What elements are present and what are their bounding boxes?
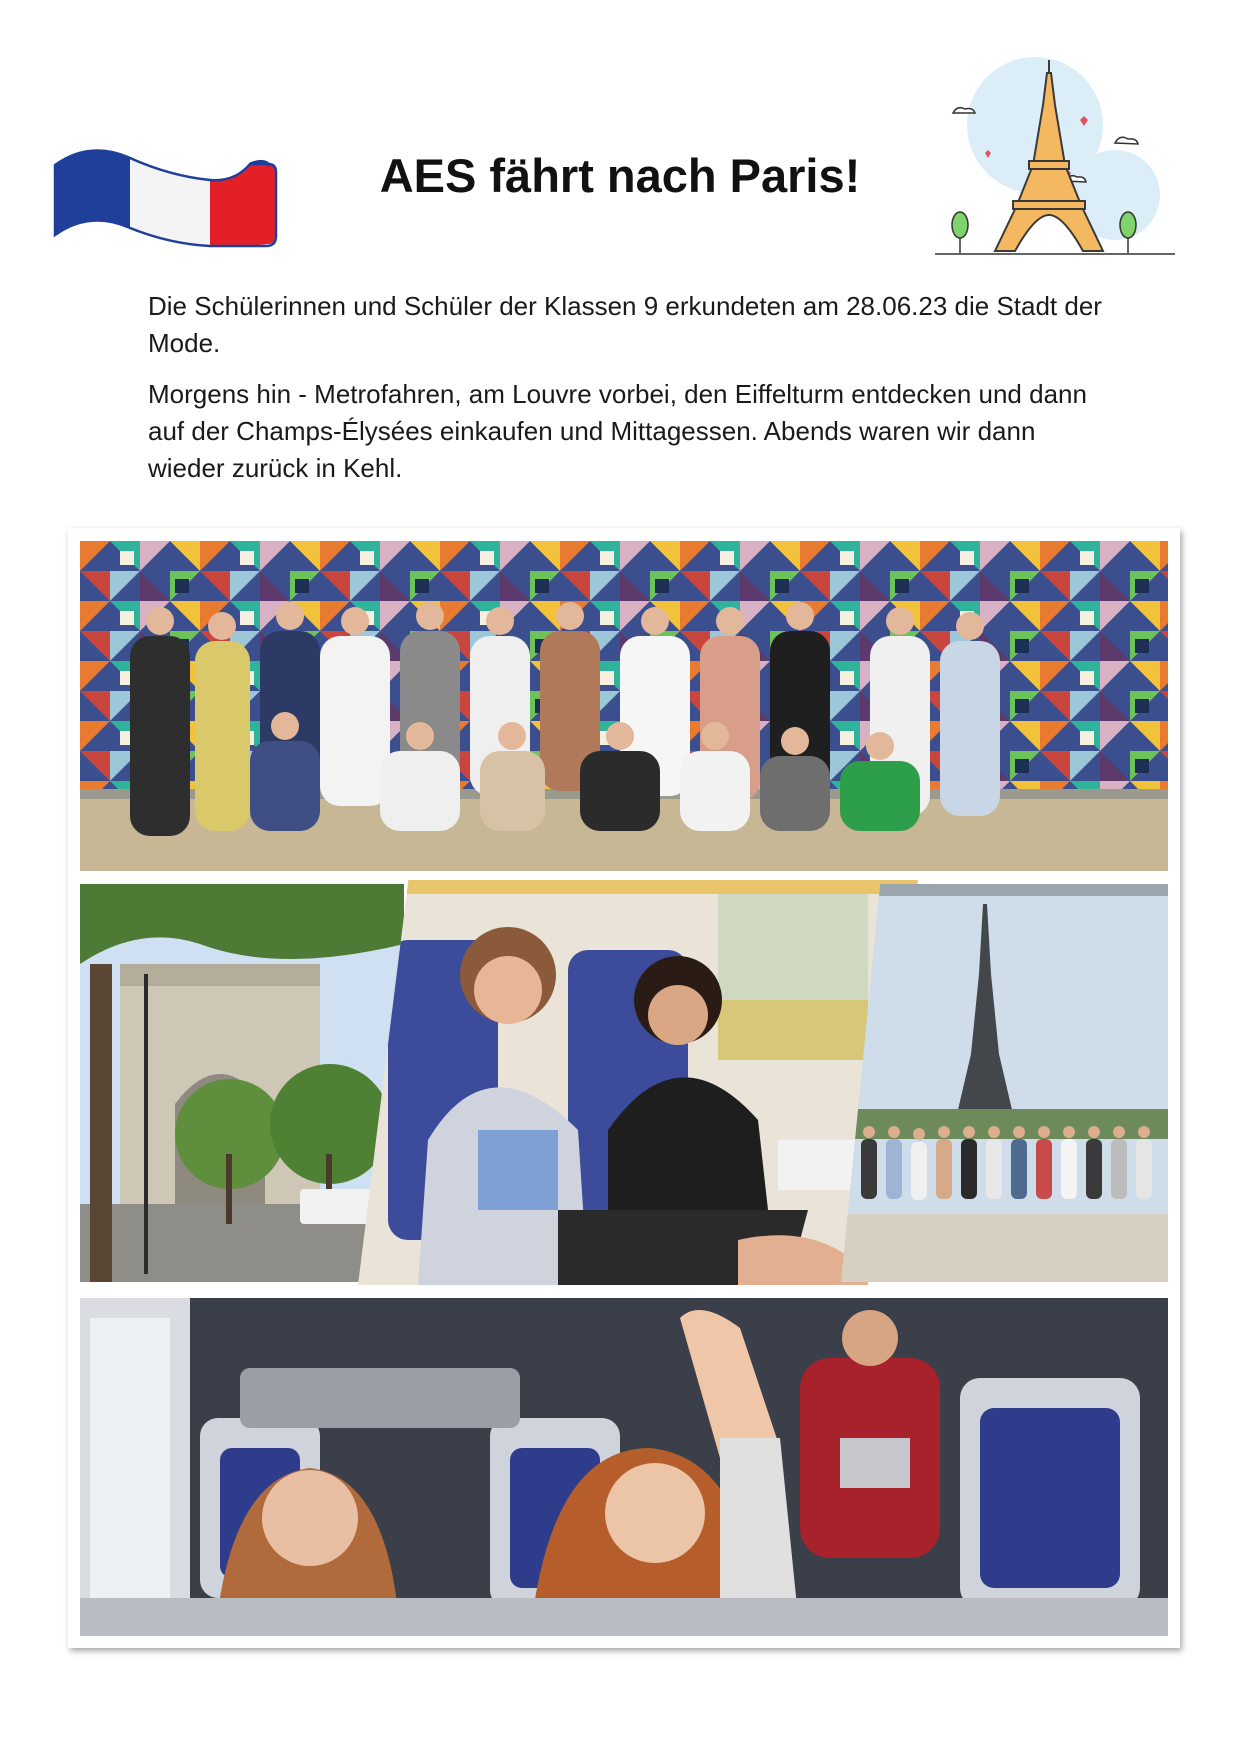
train-return-photo (80, 1298, 1168, 1636)
arc-de-triomphe-photo (80, 884, 404, 1282)
page-title: AES fährt nach Paris! (379, 149, 861, 202)
eiffel-tower-icon (925, 55, 1180, 265)
photo-collage (68, 528, 1180, 1648)
intro-text (148, 288, 1108, 501)
intro-paragraph-2: Morgens hin - Metrofahren, am Louvre vorbei, den Eiffelturm entdecken und dann auf der Champs-Élysées einkaufen und Mittagessen. Abends waren wir dann wieder zurück in Kehl. (148, 379, 1087, 483)
eiffel-tower-group-photo (841, 884, 1168, 1282)
train-selfie-photo (358, 880, 918, 1285)
french-flag-icon (50, 140, 280, 250)
intro-paragraph-1: Die Schülerinnen und Schüler der Klassen 9 erkundeten am 28.06.23 die Stadt der Mode. (148, 291, 1102, 358)
group-photo-mosaic-wall (80, 541, 1168, 871)
